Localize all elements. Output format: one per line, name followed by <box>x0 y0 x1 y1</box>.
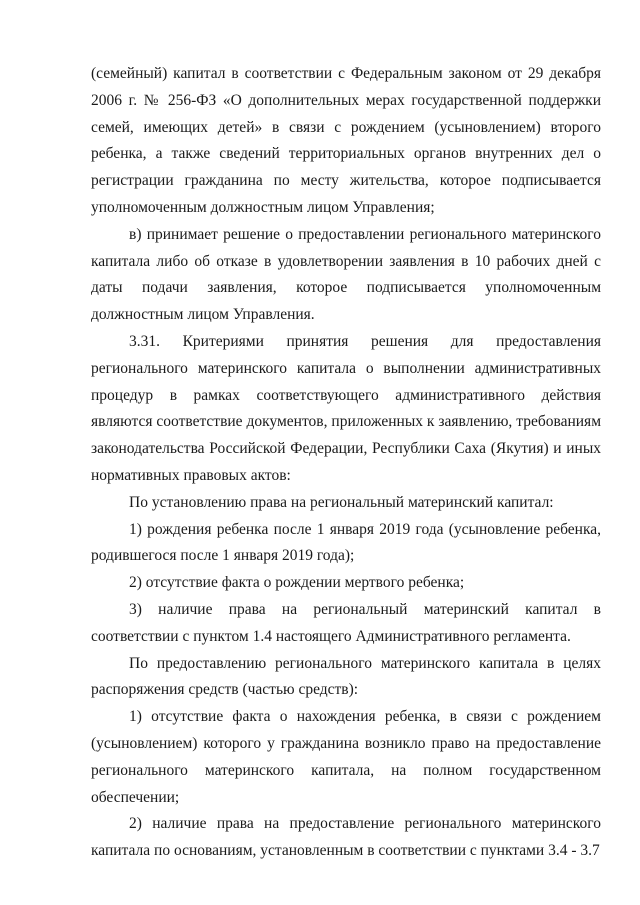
paragraph-disposal-criterion-1: 1) отсутствие факта о нахождения ребенка, в связи с рождением (усыновлением) которого у гражданина возникло право на предоставление регионального материнского капитала, на полном государственном обеспечении; <box>91 708 601 806</box>
paragraph-disposal-criterion-2: 2) наличие права на предоставление регионального материнского капитала по основаниям, установленным в соответствии с пунктами 3.4 - 3.7 <box>91 815 601 860</box>
paragraph-criterion-2: 2) отсутствие факта о рождении мертвого ребенка; <box>129 574 465 592</box>
paragraph-criterion-3: 3) наличие права на региональный материнский капитал в соответствии с пунктом 1.4 настоящего Административного регламента. <box>91 600 601 645</box>
paragraph-continuation: (семейный) капитал в соответствии с Федеральным законом от 29 декабря 2006 г. № 256-ФЗ «О дополнительных мерах государственной поддержки семей, имеющих детей» в связи с рождением (усыновлением) второго ребенка, а также сведений территориальных органов внутренних дел о регистрации гражданина по месту жительства, которое подписывается уполномоченным должностным лицом Управления; <box>91 65 601 216</box>
paragraph-item-v: в) принимает решение о предоставлении регионального материнского капитала либо об отказе в удовлетворении заявления в 10 рабочих дней с даты подачи заявления, которое подписывается уполномоченным должностным лицом Управления. <box>91 225 601 324</box>
paragraph-criterion-1: 1) рождения ребенка после 1 января 2019 года (усыновление ребенка, родившегося после 1 января 2019 года); <box>91 520 601 565</box>
paragraph-right-establishment-heading: По установлению права на региональный материнский капитал: <box>129 493 554 511</box>
paragraph-disposal-heading: По предоставлению регионального материнского капитала в целях распоряжения средств (частью средств): <box>91 654 601 699</box>
document-body <box>91 61 601 865</box>
paragraph-3-31: 3.31. Критериями принятия решения для предоставления регионального материнского капитала о выполнении административных процедур в рамках соответствующего административного действия являются соответствие документов, приложенных к заявлению, требованиям законодательства Российской Федерации, Республики Саха (Якутия) и иных нормативных правовых актов: <box>91 332 601 484</box>
